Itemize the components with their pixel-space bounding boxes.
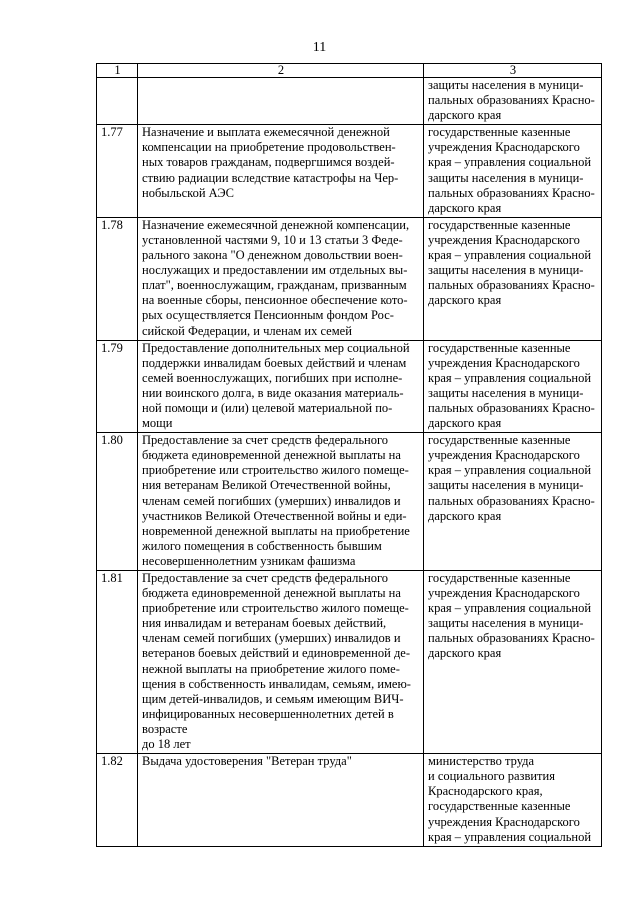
- service-description: [138, 571, 424, 754]
- provider-line: учреждения Краснодарского: [428, 448, 580, 463]
- provider-line: государственные казенные: [428, 340, 571, 355]
- service-line: семей военнослужащих, погибших при исполне-: [142, 370, 403, 385]
- service-line: щим детей-инвалидов, и семьям имеющим ВИЧ-: [142, 691, 404, 706]
- provider-line: учреждения Краснодарского: [428, 586, 580, 601]
- service-line: Назначение ежемесячной денежной компенсации,: [142, 217, 410, 232]
- service-line: Назначение и выплата ежемесячной денежной: [142, 125, 390, 140]
- service-line: новременной денежной выплаты на приобретение: [142, 523, 410, 538]
- provider-line: пальных образованиях Красно-: [428, 185, 595, 200]
- provider-line: дарского края: [428, 108, 502, 123]
- provider-description: [424, 340, 602, 433]
- service-line: жилого помещения в собственность бывшим: [142, 538, 382, 553]
- provider-line: и социального развития: [428, 769, 555, 784]
- provider-line: учреждения Краснодарского: [428, 355, 580, 370]
- service-description: [138, 217, 424, 340]
- service-description: [138, 78, 424, 125]
- provider-description: [424, 217, 602, 340]
- service-line: приобретение или строительство жилого помеще-: [142, 463, 409, 478]
- service-line: установленной частями 9, 10 и 13 статьи 3 Феде-: [142, 232, 403, 247]
- service-line: ной помощи и (или) целевой материальной по-: [142, 400, 393, 415]
- service-line: до 18 лет: [142, 737, 191, 752]
- provider-line: государственные казенные: [428, 433, 571, 448]
- provider-line: защиты населения в муници-: [428, 616, 584, 631]
- service-line: несовершеннолетним узникам фашизма: [142, 553, 356, 568]
- service-line: на военные сборы, пенсионное обеспечение кото-: [142, 293, 408, 308]
- item-number: 1.79: [97, 340, 138, 433]
- item-number: 1.82: [97, 754, 138, 847]
- service-line: рых осуществляется Пенсионным фондом Рос-: [142, 308, 394, 323]
- provider-line: защиты населения в муници-: [428, 478, 584, 493]
- service-line: участников Великой Отечественной войны и еди-: [142, 508, 407, 523]
- provider-line: пальных образованиях Красно-: [428, 493, 595, 508]
- table-row: [97, 217, 602, 340]
- provider-line: края – управления социальной: [428, 601, 592, 616]
- header-col-2: 2: [138, 64, 424, 78]
- service-line: приобретение или строительство жилого помеще-: [142, 601, 409, 616]
- provider-line: учреждения Краснодарского: [428, 232, 580, 247]
- item-number: [97, 78, 138, 125]
- provider-line: дарского края: [428, 646, 502, 661]
- table-row: [97, 125, 602, 218]
- provider-description: [424, 78, 602, 125]
- service-line: плат", военнослужащим, гражданам, призванным: [142, 278, 407, 293]
- provider-description: [424, 433, 602, 571]
- table-header-row: [97, 64, 602, 78]
- provider-line: дарского края: [428, 200, 502, 215]
- provider-line: государственные казенные: [428, 125, 571, 140]
- service-description: [138, 125, 424, 218]
- provider-line: пальных образованиях Красно-: [428, 400, 595, 415]
- service-line: возрасте: [142, 721, 188, 736]
- provider-line: защиты населения в муници-: [428, 78, 584, 92]
- provider-line: края – управления социальной: [428, 248, 592, 263]
- service-line: ствию радиации вследствие катастрофы на Чер-: [142, 170, 399, 185]
- table-row: [97, 340, 602, 433]
- service-line: нии воинского долга, в виде оказания материаль-: [142, 385, 404, 400]
- service-line: ветеранов боевых действий и единовременной де-: [142, 646, 411, 661]
- service-line: Предоставление за счет средств федерального: [142, 433, 389, 448]
- provider-line: государственные казенные: [428, 217, 571, 232]
- service-line: членам семей погибших (умерших) инвалидов и: [142, 631, 401, 646]
- header-col-1: 1: [97, 64, 138, 78]
- service-line: щения в собственность инвалидам, семьям, имею-: [142, 676, 411, 691]
- service-line: ных товаров гражданам, подвергшимся воздей-: [142, 155, 395, 170]
- page-number: 11: [312, 40, 327, 55]
- service-line: сийской Федерации, и членам их семей: [142, 323, 352, 338]
- provider-line: защиты населения в муници-: [428, 385, 584, 400]
- provider-line: края – управления социальной: [428, 463, 592, 478]
- provider-line: учреждения Краснодарского: [428, 140, 580, 155]
- table-row: [97, 433, 602, 571]
- item-number: 1.80: [97, 433, 138, 571]
- provider-line: защиты населения в муници-: [428, 263, 584, 278]
- table-row: [97, 571, 602, 754]
- provider-line: Краснодарского края,: [428, 784, 543, 799]
- provider-description: [424, 754, 602, 847]
- provider-line: дарского края: [428, 416, 502, 431]
- service-line: членам семей погибших (умерших) инвалидов и: [142, 493, 401, 508]
- provider-line: края – управления социальной: [428, 829, 592, 844]
- provider-line: государственные казенные: [428, 799, 571, 814]
- provider-description: [424, 571, 602, 754]
- provider-line: государственные казенные: [428, 571, 571, 585]
- item-number: 1.77: [97, 125, 138, 218]
- item-number: 1.78: [97, 217, 138, 340]
- service-line: ния инвалидам и ветеранам боевых действий,: [142, 616, 387, 631]
- service-line: мощи: [142, 416, 173, 431]
- service-description: [138, 433, 424, 571]
- service-line: нобыльской АЭС: [142, 185, 234, 200]
- service-line: нежной выплаты на приобретение жилого поме-: [142, 661, 400, 676]
- service-description: [138, 754, 424, 847]
- provider-line: учреждения Краснодарского: [428, 814, 580, 829]
- provider-line: края – управления социальной: [428, 155, 592, 170]
- table-row: [97, 78, 602, 125]
- header-col-3: 3: [424, 64, 602, 78]
- service-line: бюджета единовременной денежной выплаты на: [142, 586, 401, 601]
- provider-line: министерство труда: [428, 754, 535, 769]
- provider-line: пальных образованиях Красно-: [428, 631, 595, 646]
- service-line: компенсации на приобретение продовольствен-: [142, 140, 396, 155]
- provider-line: дарского края: [428, 508, 502, 523]
- service-line: Выдача удостоверения "Ветеран труда": [142, 754, 352, 769]
- provider-line: защиты населения в муници-: [428, 170, 584, 185]
- provider-line: пальных образованиях Красно-: [428, 278, 595, 293]
- service-line: ния ветеранам Великой Отечественной войны,: [142, 478, 391, 493]
- service-description: [138, 340, 424, 433]
- table-row: [97, 754, 602, 847]
- provider-line: дарского края: [428, 293, 502, 308]
- provider-description: [424, 125, 602, 218]
- services-table: [96, 63, 602, 847]
- service-line: бюджета единовременной денежной выплаты на: [142, 448, 401, 463]
- service-line: поддержки инвалидам боевых действий и членам: [142, 355, 407, 370]
- provider-line: края – управления социальной: [428, 370, 592, 385]
- item-number: 1.81: [97, 571, 138, 754]
- service-line: Предоставление за счет средств федерального: [142, 571, 389, 585]
- service-line: инфицированных несовершеннолетних детей в: [142, 706, 394, 721]
- service-line: нослужащих и предоставлении им отдельных вы-: [142, 263, 408, 278]
- service-line: рального закона "О денежном довольствии воен-: [142, 248, 403, 263]
- service-line: Предоставление дополнительных мер социальной: [142, 340, 410, 355]
- provider-line: пальных образованиях Красно-: [428, 93, 595, 108]
